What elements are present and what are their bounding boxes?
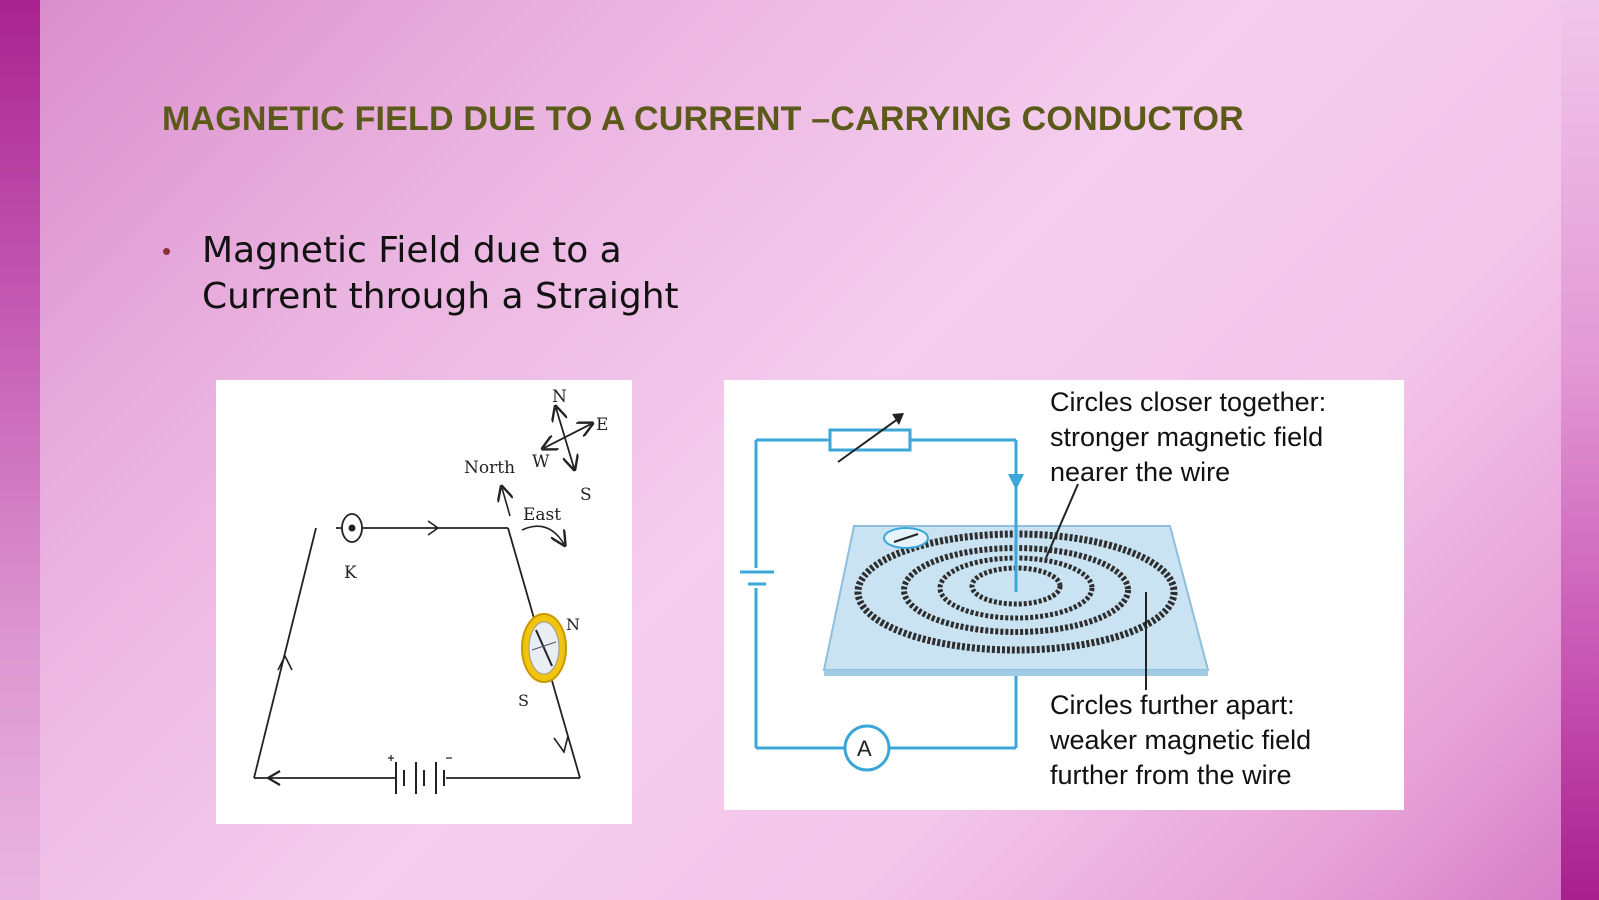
slide-title: MAGNETIC FIELD DUE TO A CURRENT –CARRYING CONDUCTOR	[162, 100, 1244, 138]
further-line-3: further from the wire	[1050, 760, 1292, 790]
bullet-list	[162, 228, 762, 320]
rheostat-icon	[830, 413, 910, 462]
compass-rose-icon	[544, 408, 591, 468]
compass-e-label: E	[596, 415, 609, 435]
bullet-marker: •	[162, 236, 172, 266]
further-line-1: Circles further apart:	[1050, 690, 1295, 720]
current-direction-arrow	[1008, 474, 1024, 490]
current-arrow-left	[278, 656, 292, 670]
east-arrow	[522, 526, 564, 544]
closer-line-2: stronger magnetic field	[1050, 422, 1324, 452]
key-label: K	[344, 563, 357, 583]
plug-key-icon	[342, 514, 362, 542]
right-edge-decoration	[1561, 0, 1599, 900]
battery-icon	[388, 755, 452, 794]
bullet-text: Magnetic Field due to a Current through a Straight	[202, 230, 679, 317]
needle-n-label: N	[566, 615, 580, 634]
bullet-item	[162, 228, 762, 320]
closer-annotation	[1050, 387, 1326, 487]
ammeter-label: A	[857, 736, 872, 761]
closer-line-1: Circles closer together:	[1050, 387, 1327, 417]
compass-circuit-diagram	[216, 380, 632, 824]
field-lines-figure	[724, 380, 1404, 810]
small-compass-icon	[884, 528, 928, 548]
needle-s-label: S	[518, 691, 529, 710]
further-line-2: weaker magnetic field	[1050, 725, 1312, 755]
current-arrow-right	[554, 736, 568, 752]
east-label: East	[523, 505, 562, 525]
compass-s-label: S	[580, 485, 592, 505]
north-label: North	[464, 458, 516, 478]
compass-w-label: W	[532, 452, 550, 472]
field-lines-diagram	[724, 380, 1404, 810]
compass-n-label: N	[552, 387, 567, 407]
magnetic-compass-icon	[522, 614, 566, 682]
cardboard-edge	[824, 670, 1208, 676]
further-annotation	[1049, 690, 1311, 790]
battery-icon	[740, 572, 774, 584]
compass-circuit-figure	[216, 380, 632, 824]
left-edge-decoration	[0, 0, 40, 900]
closer-line-3: nearer the wire	[1050, 457, 1231, 487]
north-arrow	[502, 488, 510, 516]
